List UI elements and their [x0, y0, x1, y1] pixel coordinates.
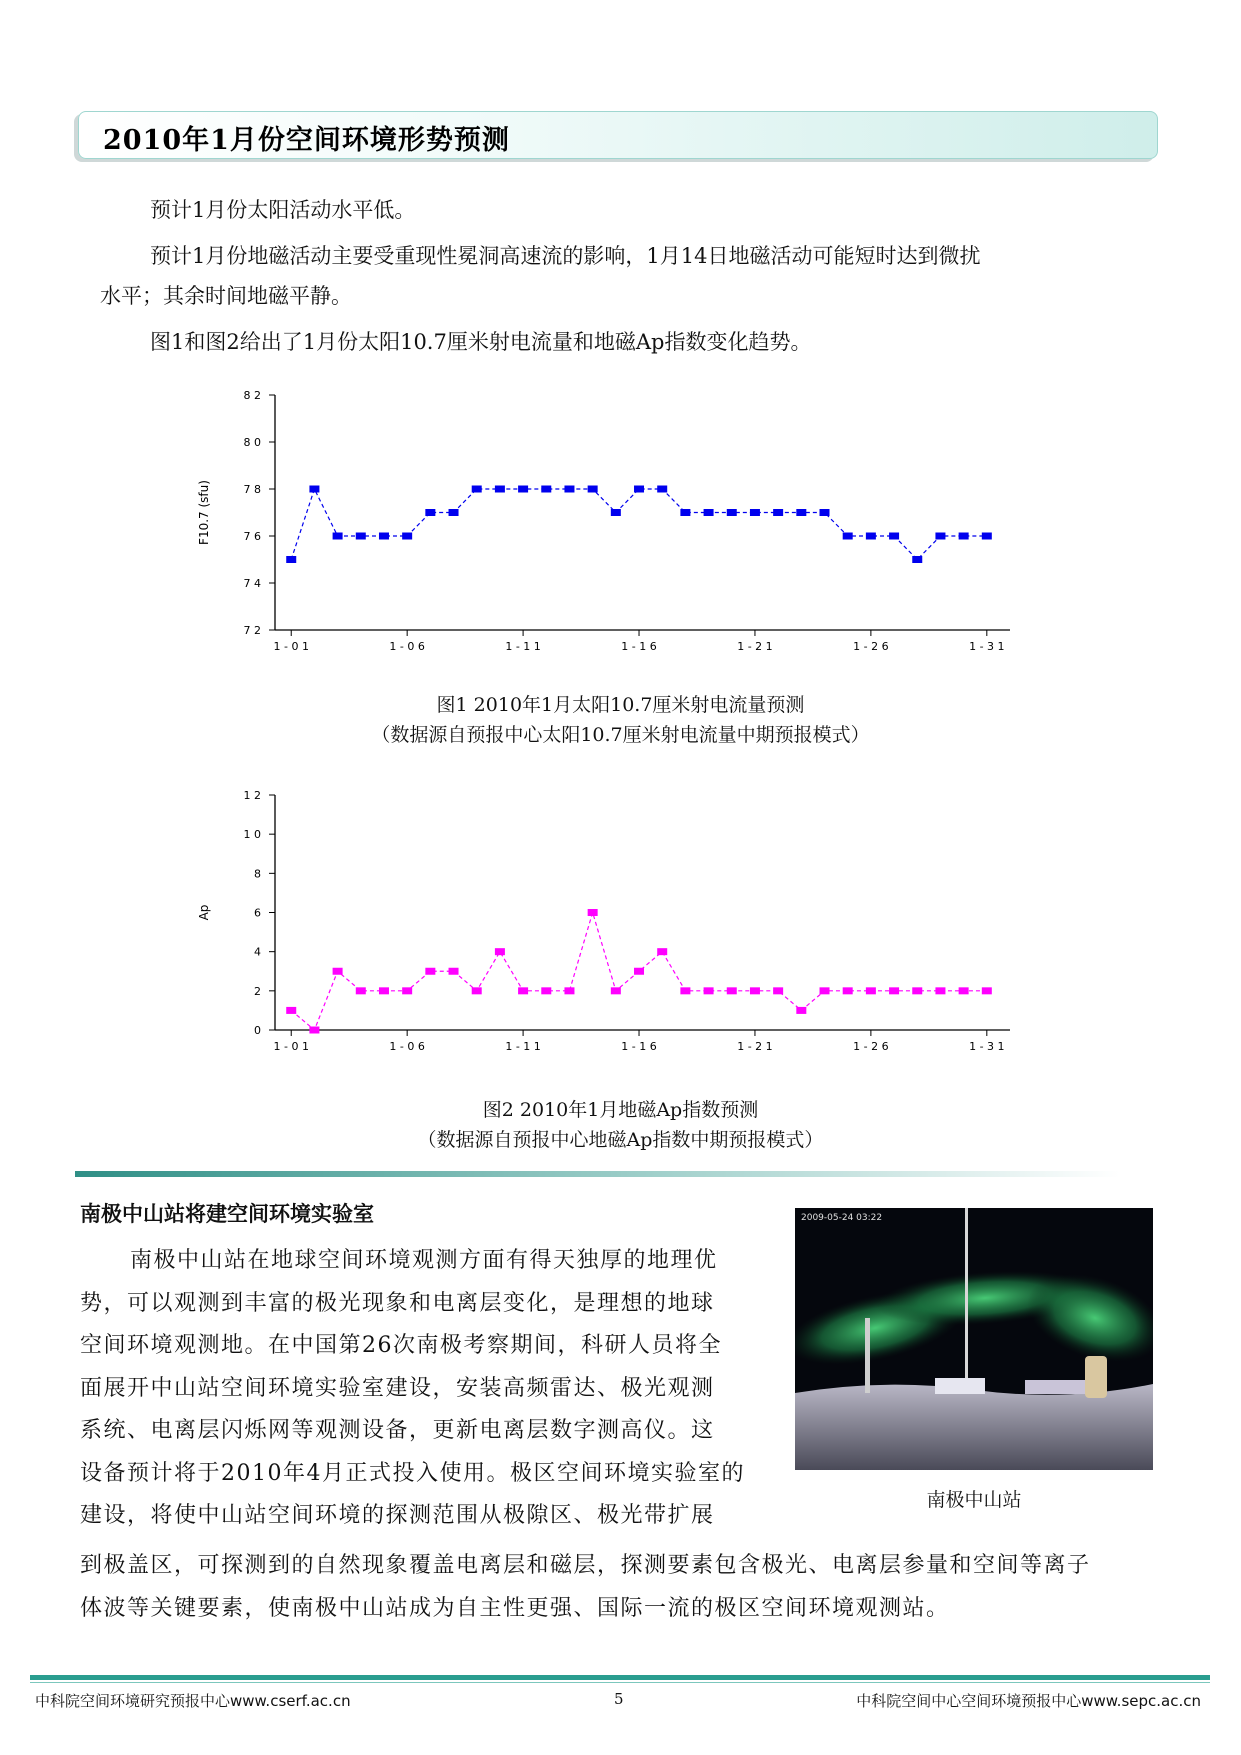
data-point	[959, 533, 969, 540]
paragraph-geomagnetic	[100, 236, 1140, 316]
y-tick-label: 1 0	[243, 828, 261, 842]
data-point	[912, 556, 922, 563]
paragraph-text: 水平；其余时间地磁平静。	[100, 284, 352, 308]
data-point	[657, 948, 667, 955]
y-tick-label: 7 8	[243, 483, 261, 496]
data-point	[820, 509, 830, 516]
data-point	[843, 987, 853, 994]
data-point	[935, 533, 945, 540]
data-point	[820, 987, 830, 994]
y-tick-label: 2	[254, 984, 261, 998]
data-point	[402, 987, 412, 994]
data-point	[866, 533, 876, 540]
y-tick-label: 6	[254, 906, 261, 920]
paragraph-text: 图1和图2给出了1月份太阳10.7厘米射电流量和地磁Ap指数变化趋势。	[150, 330, 812, 354]
y-tick-label: 0	[254, 1024, 261, 1037]
y-tick-label: 8 2	[243, 389, 261, 402]
x-tick-label: 1 - 2 6	[853, 1040, 889, 1053]
data-point	[379, 987, 389, 994]
data-point	[634, 486, 644, 493]
figure2-caption	[0, 1095, 1241, 1155]
y-tick-label: 7 6	[243, 530, 261, 543]
news-body-line: 南极中山站在地球空间环境观测方面有得天独厚的地理优	[130, 1248, 718, 1273]
x-tick-label: 1 - 1 1	[505, 640, 541, 653]
paragraph-text: 预计1月份太阳活动水平低。	[150, 198, 416, 222]
data-point	[796, 1007, 806, 1014]
data-point	[982, 533, 992, 540]
x-tick-label: 1 - 2 1	[737, 1040, 773, 1053]
data-point	[634, 968, 644, 975]
aurora-photo-image	[795, 1208, 1153, 1470]
data-point	[588, 486, 598, 493]
data-point	[680, 987, 690, 994]
data-point	[402, 533, 412, 540]
x-tick-label: 1 - 2 1	[737, 640, 773, 653]
data-point	[912, 987, 922, 994]
data-point	[750, 509, 760, 516]
data-point	[773, 987, 783, 994]
paragraph-figure-intro	[100, 322, 1140, 362]
data-point	[704, 987, 714, 994]
y-axis-label: Ap	[197, 904, 211, 921]
x-tick-label: 1 - 0 6	[389, 640, 425, 653]
data-point	[518, 486, 528, 493]
data-point	[309, 486, 319, 493]
data-point	[889, 987, 899, 994]
data-point	[518, 987, 528, 994]
news-body-line: 面展开中山站空间环境实验室建设，安装高频雷达、极光观测	[80, 1375, 715, 1401]
footer-rule	[30, 1675, 1210, 1680]
x-tick-label: 1 - 0 1	[273, 640, 309, 653]
figure2-caption-source: （数据源自预报中心地磁Ap指数中期预报模式）	[417, 1129, 824, 1151]
news-body-line: 建设，将使中山站空间环境的探测范围从极隙区、极光带扩展	[80, 1503, 715, 1528]
footer-rule-thin	[30, 1682, 1210, 1683]
photo-caption: 南极中山站	[926, 1489, 1022, 1511]
data-point	[286, 1007, 296, 1014]
x-tick-label: 1 - 2 6	[853, 640, 889, 653]
x-tick-label: 1 - 1 6	[621, 1040, 657, 1053]
zhongshan-station-aurora-photo	[795, 1208, 1153, 1470]
data-point	[309, 1027, 319, 1034]
data-point	[611, 509, 621, 516]
news-body-line: 到极盖区，可探测到的自然现象覆盖电离层和磁层，探测要素包含极光、电离层参量和空间等离子	[80, 1553, 1091, 1578]
data-point	[773, 509, 783, 516]
x-tick-label: 1 - 1 6	[621, 640, 657, 653]
data-point	[727, 509, 737, 516]
data-point	[959, 987, 969, 994]
figure1-caption-source: （数据源自预报中心太阳10.7厘米射电流量中期预报模式）	[371, 724, 870, 746]
page-number: 5	[614, 1690, 624, 1708]
y-axis-label: F10.7 (sfu)	[197, 480, 211, 545]
data-point	[449, 968, 459, 975]
data-point	[588, 909, 598, 916]
figure1-caption	[0, 690, 1241, 750]
data-point	[680, 509, 690, 516]
data-point	[611, 987, 621, 994]
photo-timestamp: 2009-05-24 03:22	[801, 1213, 883, 1223]
y-tick-label: 8	[254, 867, 261, 881]
news-body-continued	[80, 1545, 1155, 1630]
series-line	[291, 489, 987, 560]
data-point	[495, 948, 505, 955]
section-divider	[75, 1171, 1120, 1177]
data-point	[333, 533, 343, 540]
data-point	[843, 533, 853, 540]
data-point	[449, 509, 459, 516]
news-body-line: 设备预计将于2010年4月正式投入使用。极区空间环境实验室的	[80, 1460, 745, 1486]
news-title: 南极中山站将建空间环境实验室	[80, 1202, 374, 1226]
news-body-line: 系统、电离层闪烁网等观测设备，更新电离层数字测高仪。这	[80, 1418, 715, 1443]
data-point	[866, 987, 876, 994]
data-point	[750, 987, 760, 994]
data-point	[796, 509, 806, 516]
section-heading: 2010年1月份空间环境形势预测	[103, 125, 510, 156]
y-tick-label: 7 2	[243, 624, 261, 637]
ap-index-forecast-chart	[180, 785, 1030, 1070]
data-point	[541, 486, 551, 493]
data-point	[333, 968, 343, 975]
data-point	[495, 486, 505, 493]
data-point	[379, 533, 389, 540]
data-point	[889, 533, 899, 540]
x-tick-label: 1 - 0 6	[389, 1040, 425, 1053]
data-point	[425, 509, 435, 516]
data-point	[286, 556, 296, 563]
data-point	[356, 987, 366, 994]
data-point	[704, 509, 714, 516]
data-point	[935, 987, 945, 994]
x-tick-label: 1 - 1 1	[505, 1040, 541, 1053]
y-tick-label: 7 4	[243, 577, 261, 590]
f107-forecast-chart	[180, 385, 1030, 670]
data-point	[472, 486, 482, 493]
data-point	[982, 987, 992, 994]
figure2-caption-title: 图2 2010年1月地磁Ap指数预测	[482, 1099, 759, 1121]
y-tick-label: 1 2	[243, 789, 261, 802]
section-heading-banner	[78, 111, 1158, 159]
y-tick-label: 8 0	[243, 436, 261, 449]
data-point	[564, 486, 574, 493]
data-point	[657, 486, 667, 493]
footer-right-org: 中科院空间中心空间环境预报中心www.sepc.ac.cn	[856, 1692, 1201, 1710]
data-point	[425, 968, 435, 975]
y-tick-label: 4	[254, 945, 261, 959]
x-tick-label: 1 - 3 1	[969, 1040, 1005, 1053]
figure1-caption-title: 图1 2010年1月太阳10.7厘米射电流量预测	[436, 694, 805, 716]
x-tick-label: 1 - 3 1	[969, 640, 1005, 653]
paragraph-solar-activity	[100, 190, 1140, 230]
data-point	[727, 987, 737, 994]
paragraph-text: 预计1月份地磁活动主要受重现性冕洞高速流的影响，1月14日地磁活动可能短时达到微扰	[150, 244, 981, 268]
data-point	[564, 987, 574, 994]
news-body	[80, 1240, 775, 1538]
news-body-line: 空间环境观测地。在中国第26次南极考察期间，科研人员将全	[80, 1333, 722, 1358]
x-tick-label: 1 - 0 1	[273, 1040, 309, 1053]
data-point	[472, 987, 482, 994]
news-body-line: 体波等关键要素，使南极中山站成为自主性更强、国际一流的极区空间环境观测站。	[80, 1595, 950, 1621]
news-body-line: 势，可以观测到丰富的极光现象和电离层变化，是理想的地球	[80, 1290, 715, 1316]
data-point	[541, 987, 551, 994]
footer-left-org: 中科院空间环境研究预报中心www.cserf.ac.cn	[35, 1692, 351, 1710]
data-point	[356, 533, 366, 540]
